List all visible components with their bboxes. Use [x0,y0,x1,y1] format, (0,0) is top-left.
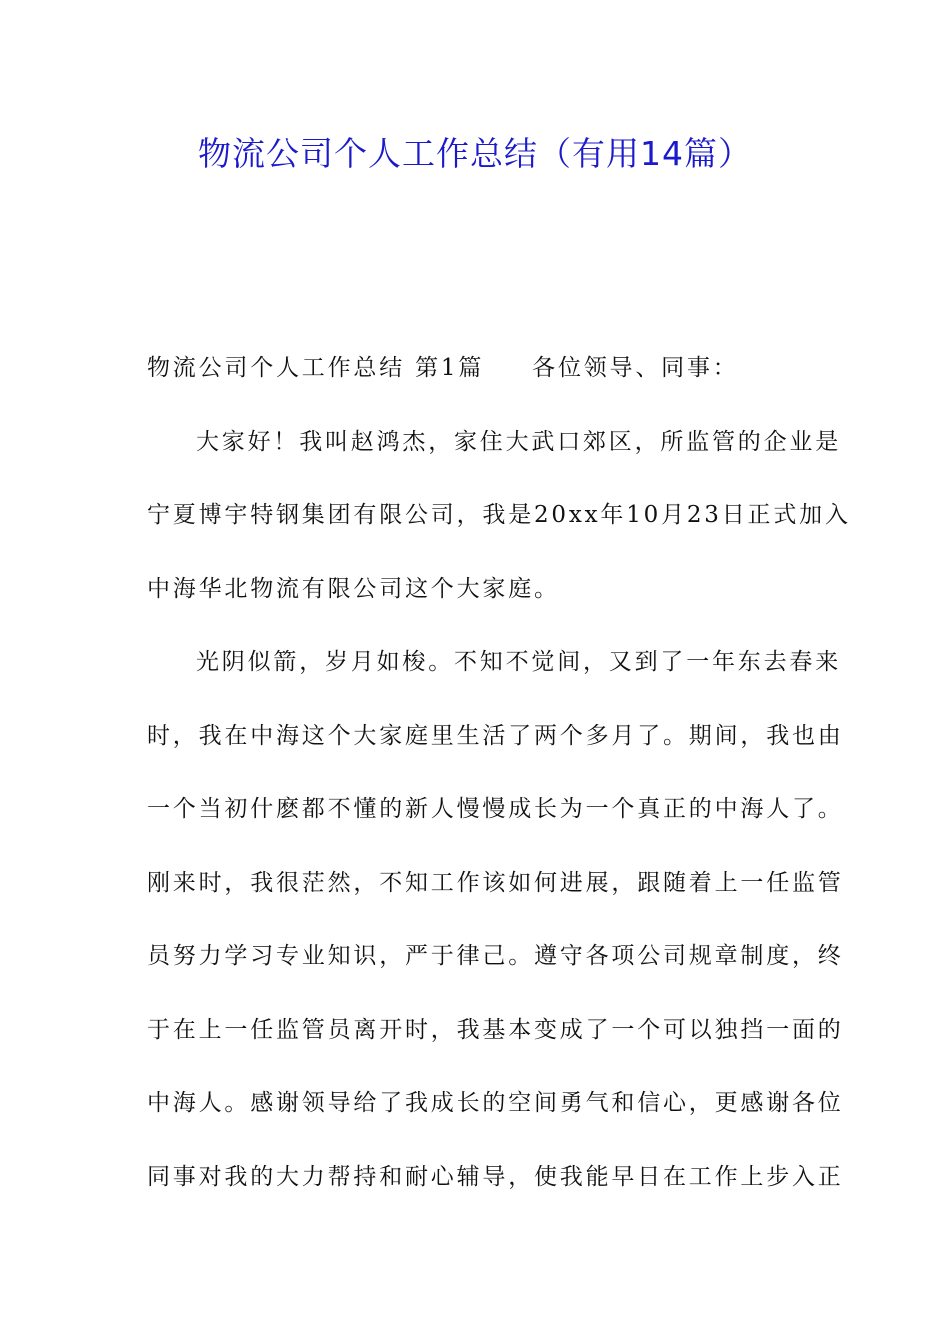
paragraph-line: 中海人。感谢领导给了我成长的空间勇气和信心，更感谢各位 [147,1090,844,1116]
paragraph-line: 刚来时，我很茫然，不知工作该如何进展，跟随着上一任监管 [147,869,844,896]
section-heading: 物流公司个人工作总结 第1篇 [147,355,485,381]
paragraph-line: 于在上一任监管员离开时，我基本变成了一个可以独挡一面的 [147,1016,844,1043]
paragraph-line: 宁夏博宇特钢集团有限公司，我是20xx年10月23日正式加入 [147,502,851,528]
paragraph-line: 大家好！我叫赵鸿杰，家住大武口郊区，所监管的企业是 [196,428,841,455]
document-body [147,332,851,1214]
paragraph-line: 中海华北物流有限公司这个大家庭。 [147,575,560,602]
paragraph-line: 时，我在中海这个大家庭里生活了两个多月了。期间，我也由 [147,722,844,749]
salutation: 各位领导、同事： [532,355,739,381]
paragraph-line: 员努力学习专业知识，严于律己。遵守各项公司规章制度，终 [147,943,844,969]
section-heading-line [147,332,807,406]
paragraph-line: 光阴似箭，岁月如梭。不知不觉间，又到了一年东去春来 [196,649,841,675]
document-title: 物流公司个人工作总结（有用14篇） [198,134,752,173]
paragraph-line: 同事对我的大力帮持和耐心辅导，使我能早日在工作上步入正 [147,1163,844,1190]
paragraph-line: 一个当初什麽都不懂的新人慢慢成长为一个真正的中海人了。 [147,796,844,822]
